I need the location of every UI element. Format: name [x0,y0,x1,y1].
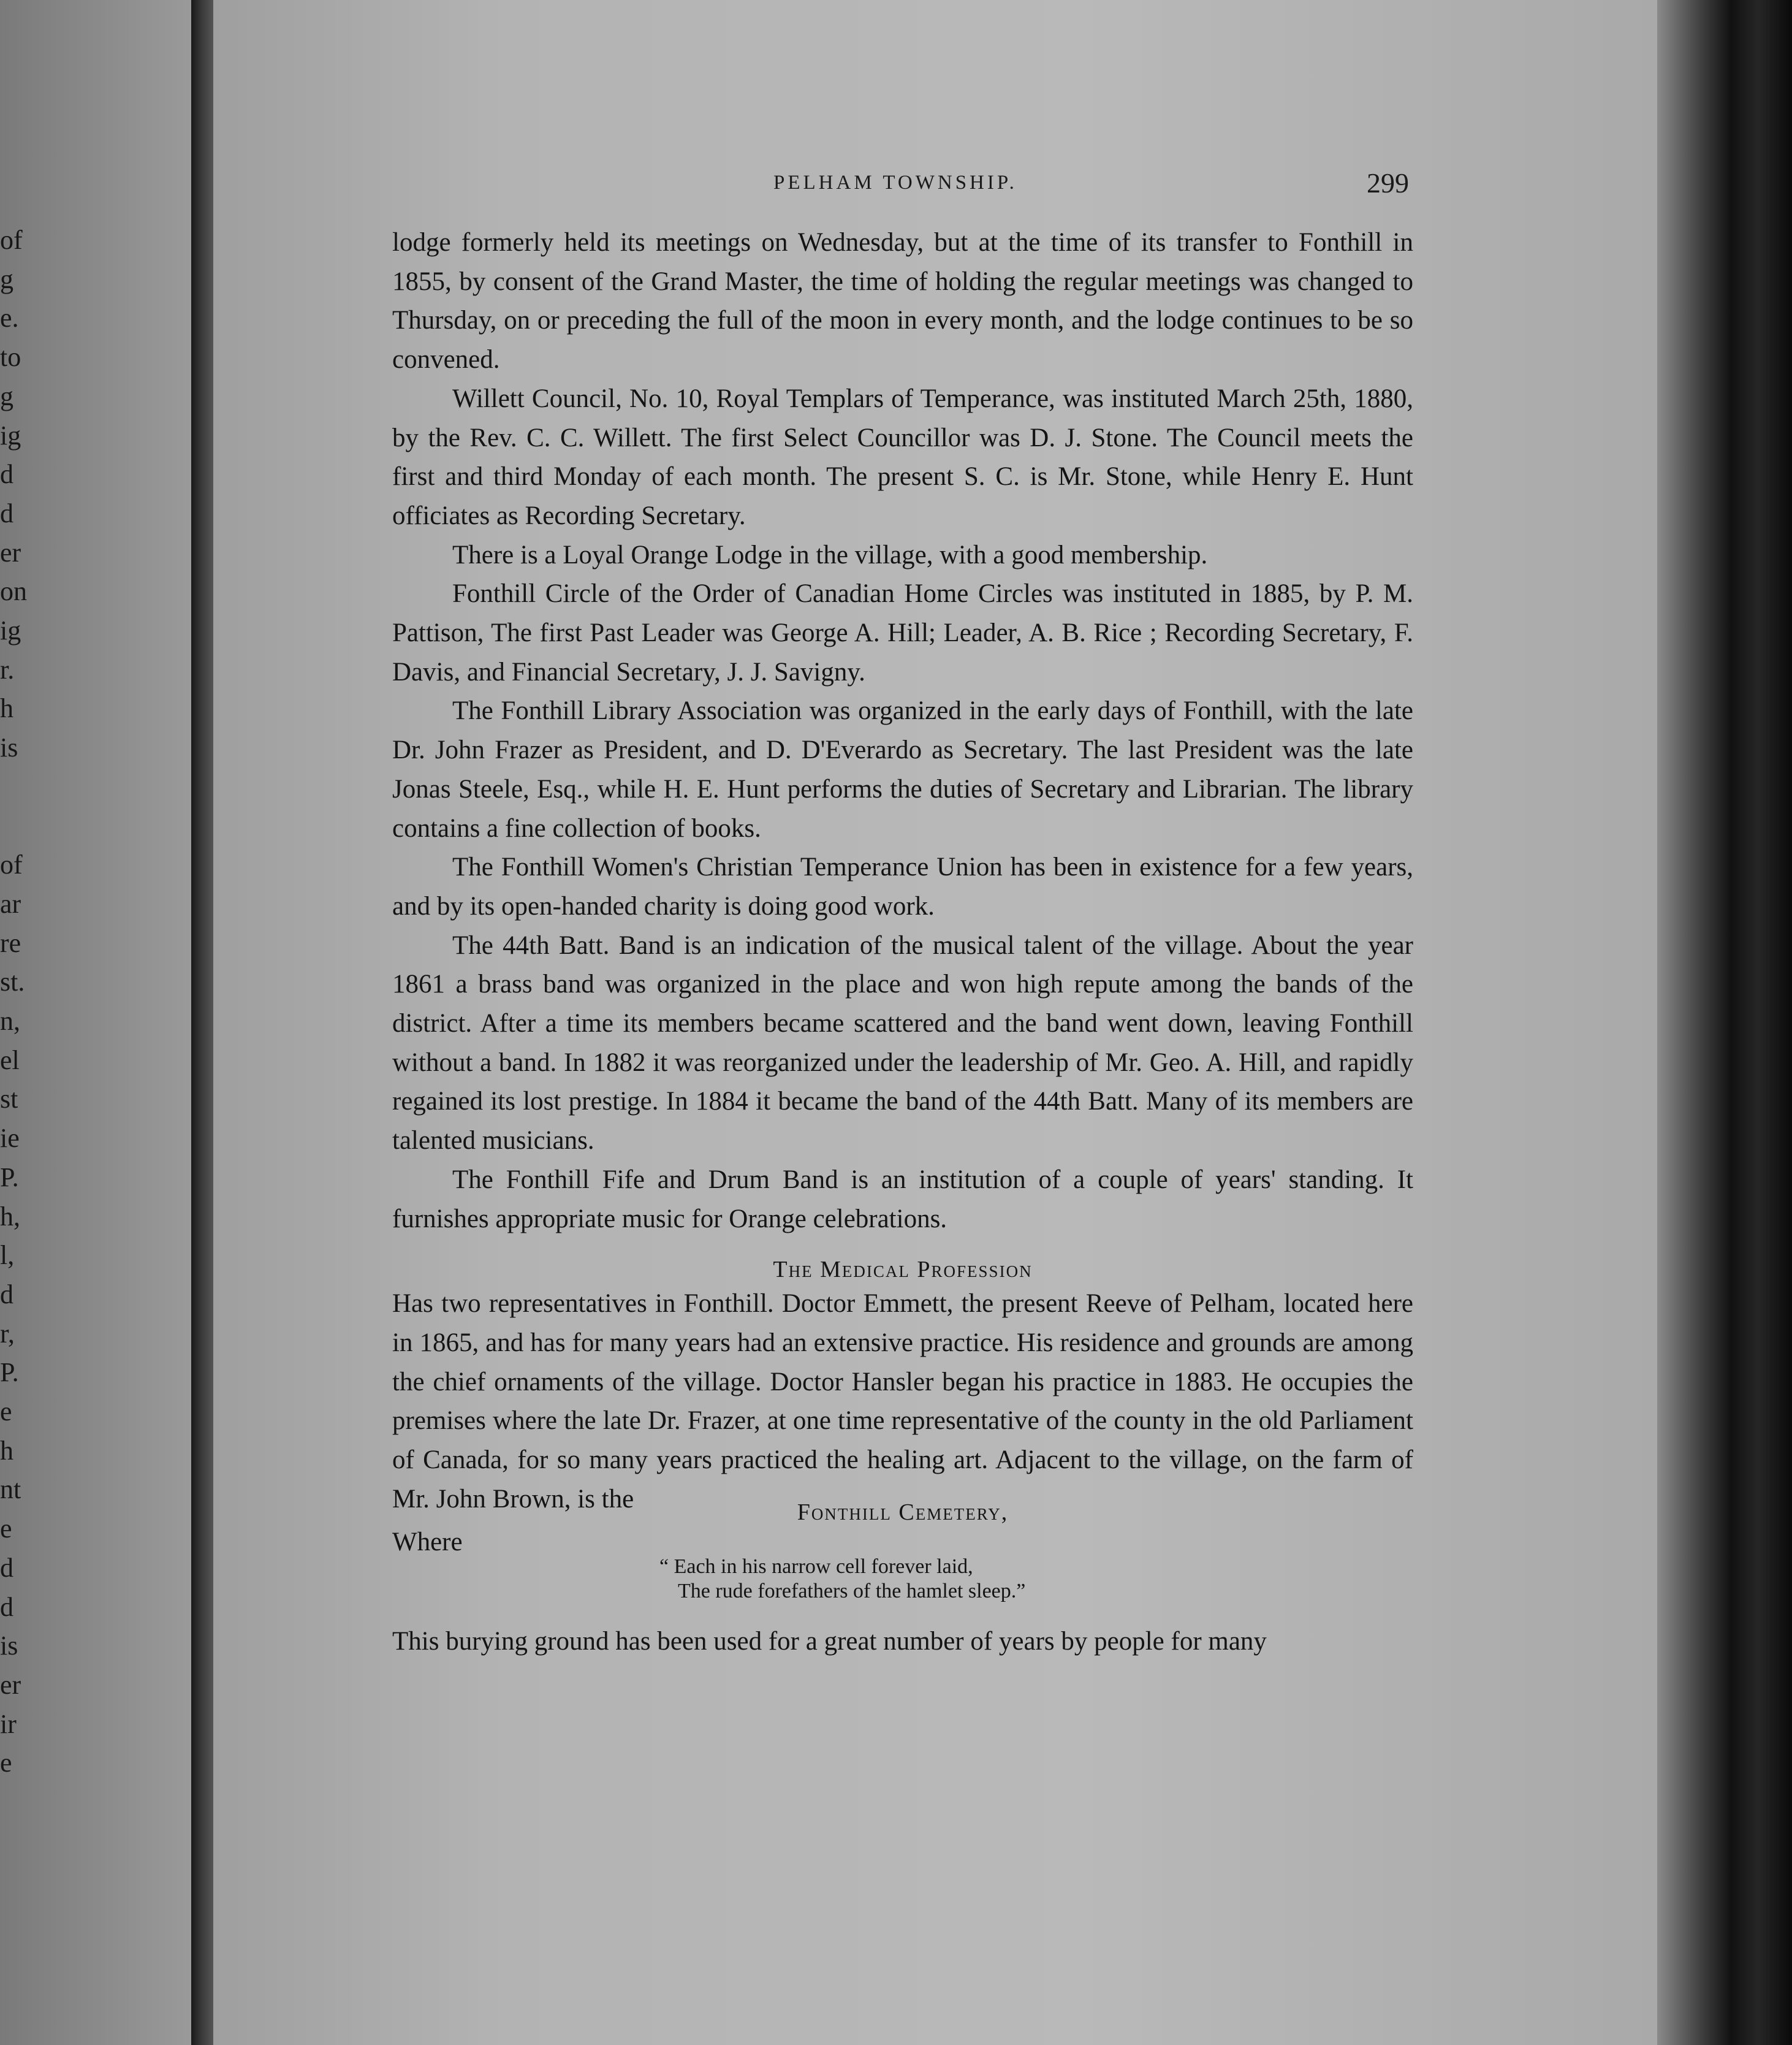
fragment: n, [0,1006,20,1037]
paragraph: The Fonthill Women's Christian Temperance Union has been in existence for a few years, and by its open-handed charity is doing good work. [392,853,1413,921]
fragment: d [0,1279,13,1309]
fragment: st [0,1084,18,1114]
previous-page-edge [0,0,191,2045]
page-number: 299 [1367,167,1409,199]
fragment: on [0,576,27,607]
running-head: PELHAM TOWNSHIP. [773,172,1017,194]
fragment: is [0,733,18,763]
fragment: to [0,342,21,373]
fragment: d [0,1591,13,1622]
fragment: e [0,1748,12,1778]
fragment: r. [0,654,15,685]
page-edge-shadow [1657,0,1792,2045]
fragment: e. [0,303,19,333]
fragment: el [0,1045,20,1075]
fragment: h [0,693,13,724]
paragraph: Fonthill Circle of the Order of Canadian Home Circles was instituted in 1885, by P. M. Pattison, The first Past Leader was George A. Hill; Leader, A. B. Rice ; Recording Secretary, F. Davis, and Financial Secretary, J. J. Savigny. [392,579,1413,687]
fragment: h, [0,1201,20,1232]
paragraph: There is a Loyal Orange Lodge in the village, with a good membership. [452,540,1208,569]
fragment: er [0,537,21,568]
fragment: st. [0,967,25,997]
fragment: ig [0,420,21,451]
fragment: d [0,1552,13,1583]
fragment: r, [0,1318,15,1349]
fragment: d [0,498,13,528]
fragment: P. [0,1357,19,1388]
fragment: is [0,1631,18,1661]
fragment-gap [0,807,37,846]
cemetery-heading-row [392,1499,1413,1561]
fragment: d [0,459,13,490]
quote-line: The rude forefathers of the hamlet sleep.” [678,1579,1026,1602]
fragment: g [0,381,13,411]
body-text [392,223,1413,1661]
paragraph: The 44th Batt. Band is an indication of the musical talent of the village. About the year 1861 a brass band was organized in the place and won high repute among the bands of the district. After a time its members became scattered and the band went down, leaving Fonthill without a band. In 1882 it was reorganized under the leadership of Mr. Geo. A. Hill, and rapidly regained its lost prestige. In 1884 it became the band of the 44th Batt. Many of its members are talented musicians. [392,931,1413,1156]
fragment: of [0,850,23,880]
fragment: e [0,1396,12,1427]
fragment: l, [0,1240,15,1271]
where-label: Where [392,1527,463,1556]
paragraph: The Fonthill Fife and Drum Band is an institution of a couple of years' standing. It furnishes appropriate music for Orange celebrations. [392,1165,1413,1233]
fragment: er [0,1669,21,1700]
fragment: P. [0,1162,19,1192]
section-heading-fonthill-cemetery: Fonthill Cemetery, [797,1499,1009,1525]
quote-line: “ Each in his narrow cell forever laid, [659,1555,973,1578]
fragment: of [0,225,23,255]
paragraph: Has two representatives in Fonthill. Doctor Emmett, the present Reeve of Pelham, located here in 1865, and has for many years had an extensive practice. His residence and grounds are among the chief ornaments of the village. Doctor Hansler began his practice in 1883. He occupies the premises where the late Dr. Frazer, at one time representative of the county in the old Parliament of Canada, for so many years practiced the healing art. Adjacent to the village, on the farm of Mr. John Brown, is the [392,1289,1413,1514]
fragment: re [0,927,21,958]
previous-page-text-fragments [0,221,37,1783]
fragment-gap [0,767,37,807]
fragment: nt [0,1474,21,1505]
fragment: ie [0,1123,20,1154]
book-gutter [191,0,213,2045]
fragment: h [0,1435,13,1466]
fragment: ir [0,1708,17,1739]
section-heading-medical-profession: The Medical Profession [773,1257,1033,1283]
paragraph: Willett Council, No. 10, Royal Templars of Temperance, was instituted March 25th, 1880, by the Rev. C. C. Willett. The first Select Councillor was D. J. Stone. The Council meets the first and third Monday of each month. The present S. C. is Mr. Stone, while Henry E. Hunt officiates as Recording Secretary. [392,384,1413,530]
paragraph: lodge formerly held its meetings on Wednesday, but at the time of its transfer to Fonthill in 1855, by consent of the Grand Master, the time of holding the regular meetings was changed to Thursday, on or preceding the full of the moon in every month, and the lodge continues to be so convened. [392,228,1413,375]
fragment: e [0,1514,12,1544]
paragraph: The Fonthill Library Association was organized in the early days of Fonthill, with the late Dr. John Frazer as President, and D. D'Everardo as Secretary. The last President was the late Jonas Steele, Esq., while H. E. Hunt performs the duties of Secretary and Librarian. The library contains a fine collection of books. [392,696,1413,843]
paragraph: This burying ground has been used for a great number of years by people for many [392,1626,1267,1656]
poetry-quotation [659,1555,1413,1622]
fragment: g [0,264,13,294]
fragment: ar [0,888,21,919]
fragment: ig [0,615,21,646]
